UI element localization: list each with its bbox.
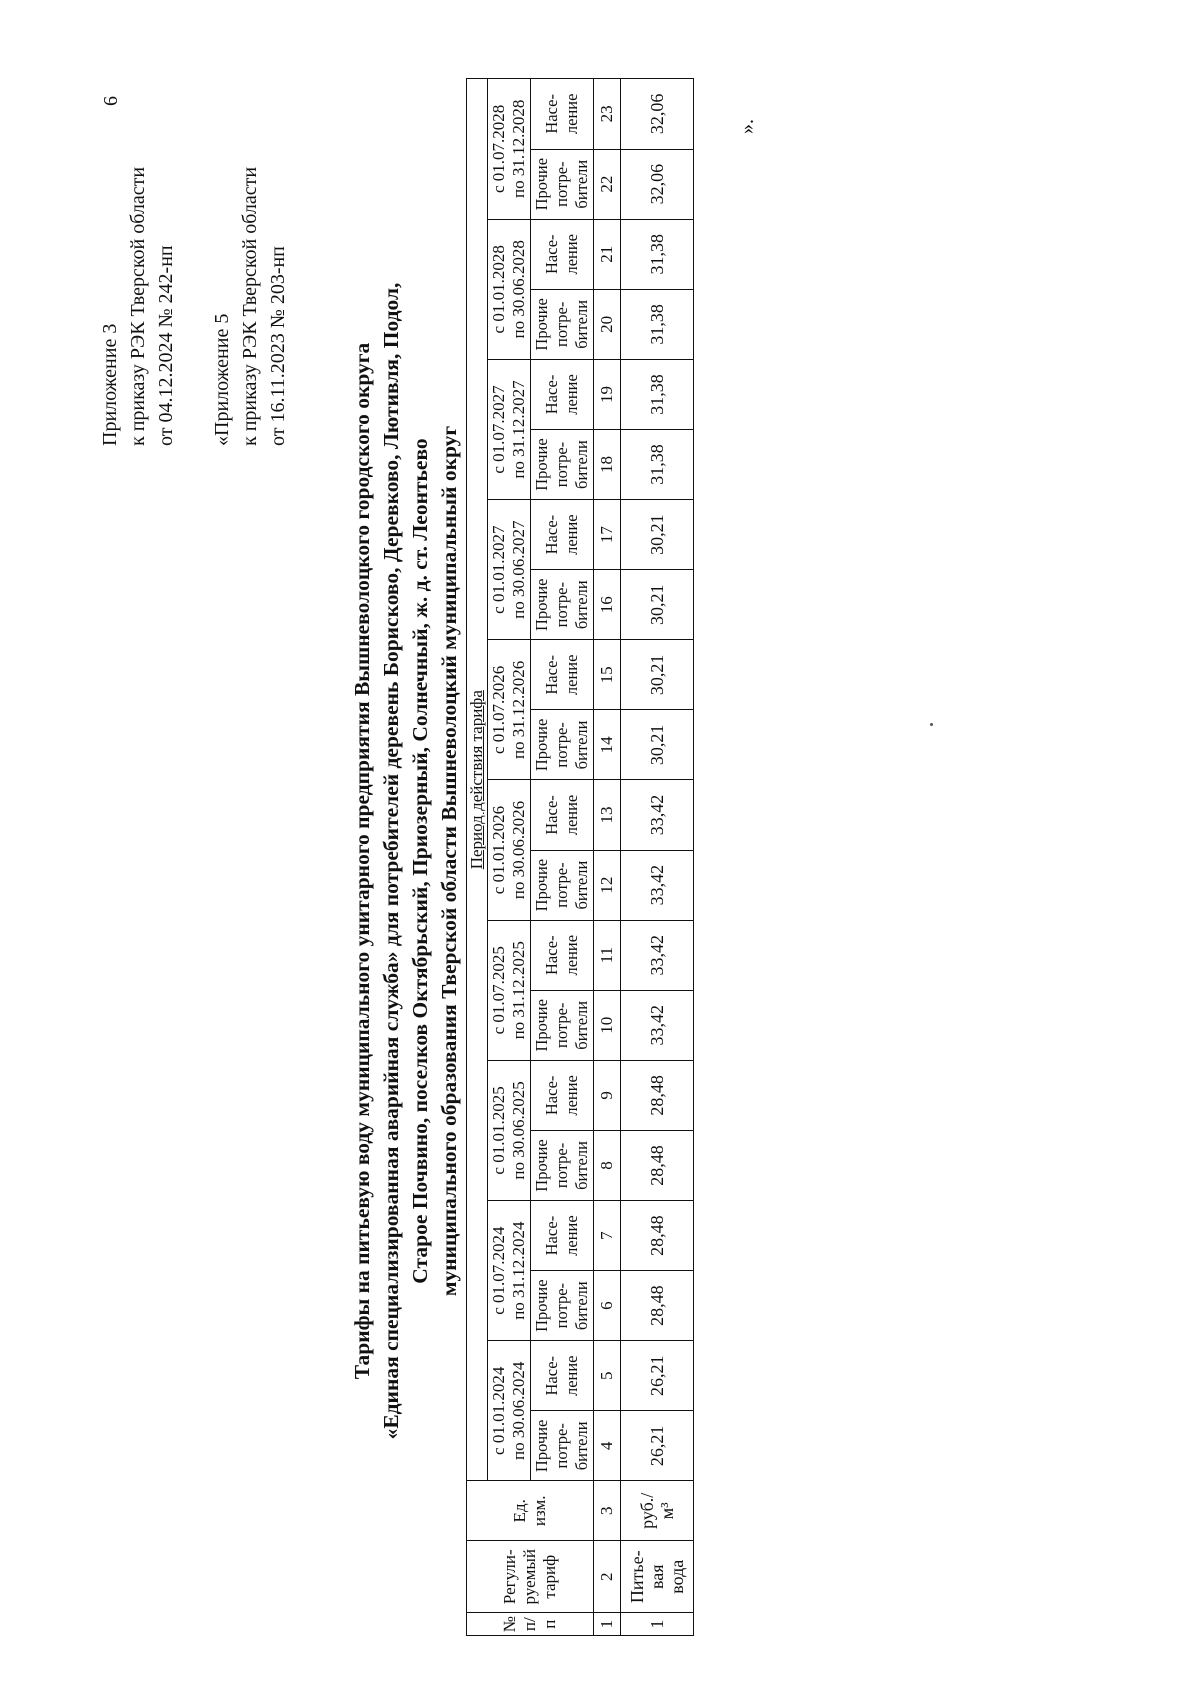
period-header: с 01.01.2027 по 30.06.2027: [488, 500, 531, 640]
subheader-other-consumers: Прочие потре- бители: [531, 710, 594, 780]
tariff-value-cell: 28,48: [621, 1130, 694, 1200]
appendix-previous: [208, 167, 292, 446]
scan-speck: [930, 723, 933, 726]
row-number: 1: [621, 1613, 694, 1636]
tariff-value-cell: 31,38: [621, 219, 694, 289]
tariff-value-cell: 32,06: [621, 149, 694, 219]
title-line4: муниципального образования Тверской области Вышневолоцкий муниципальный округ: [437, 425, 461, 1297]
table-row: [621, 79, 694, 1636]
period-label: Период действия тарифа: [467, 690, 486, 870]
title-line3: Старое Почвино, поселков Октябрьский, Приозерный, Солнечный, ж. д. ст. Леонтьево: [408, 438, 432, 1284]
period-header: с 01.01.2025 по 30.06.2025: [488, 1060, 531, 1200]
subheader-population: Насе- ление: [531, 1060, 594, 1130]
column-index-cell: 1: [594, 1613, 621, 1636]
period-header: с 01.01.2026 по 30.06.2026: [488, 780, 531, 920]
subheader-other-consumers: Прочие потре- бители: [531, 149, 594, 219]
tariff-value-cell: 31,38: [621, 289, 694, 359]
appendix-previous-line1: «Приложение 5: [211, 313, 233, 446]
subheader-other-consumers: Прочие потре- бители: [531, 570, 594, 640]
tariff-value-cell: 26,21: [621, 1341, 694, 1411]
subheader-population: Насе- ление: [531, 1201, 594, 1271]
appendix-current-line2: к приказу РЭК Тверской области: [127, 166, 149, 446]
period-header: с 01.07.2026 по 31.12.2026: [488, 640, 531, 780]
column-index-cell: 10: [594, 990, 621, 1060]
appendix-previous-line2: к приказу РЭК Тверской области: [239, 166, 261, 446]
tariff-value-cell: 33,42: [621, 850, 694, 920]
subheader-other-consumers: Прочие потре- бители: [531, 1411, 594, 1481]
table-body: [467, 79, 694, 1636]
column-index-cell: 8: [594, 1130, 621, 1200]
column-index-row: [594, 79, 621, 1636]
column-index-cell: 2: [594, 1541, 621, 1613]
subheader-other-consumers: Прочие потре- бители: [531, 429, 594, 499]
period-header: с 01.07.2027 по 31.12.2027: [488, 359, 531, 499]
tariff-value-cell: 31,38: [621, 429, 694, 499]
tariff-value-cell: 30,21: [621, 570, 694, 640]
period-header: с 01.07.2028 по 31.12.2028: [488, 79, 531, 220]
header-unit: Ед. изм.: [467, 1481, 594, 1541]
column-index-cell: 18: [594, 429, 621, 499]
subheader-population: Насе- ление: [531, 1341, 594, 1411]
column-index-cell: 20: [594, 289, 621, 359]
period-header: с 01.01.2028 по 30.06.2028: [488, 219, 531, 359]
tariff-value-cell: 33,42: [621, 780, 694, 850]
tariff-value-cell: 33,42: [621, 990, 694, 1060]
tariff-value-cell: 30,21: [621, 710, 694, 780]
column-index-cell: 16: [594, 570, 621, 640]
tariff-value-cell: 32,06: [621, 79, 694, 150]
tariff-value-cell: 30,21: [621, 500, 694, 570]
tariff-value-cell: 28,48: [621, 1271, 694, 1341]
row-unit: руб./ м³: [621, 1481, 694, 1541]
closing-quote: ».: [736, 119, 758, 134]
subheader-other-consumers: Прочие потре- бители: [531, 1271, 594, 1341]
tariff-value-cell: 33,42: [621, 920, 694, 990]
subheader-population: Насе- ление: [531, 79, 594, 150]
column-index-cell: 21: [594, 219, 621, 289]
appendix-current-line3: от 04.12.2024 № 242-нп: [155, 245, 177, 446]
subheader-population: Насе- ление: [531, 219, 594, 289]
tariff-value-cell: 28,48: [621, 1060, 694, 1130]
subheader-population: Насе- ление: [531, 359, 594, 429]
column-index-cell: 13: [594, 780, 621, 850]
page-number: 6: [100, 96, 122, 106]
subheader-other-consumers: Прочие потре- бители: [531, 990, 594, 1060]
header-row-periods: [488, 79, 531, 1636]
subheader-other-consumers: Прочие потре- бители: [531, 289, 594, 359]
appendix-current: [96, 167, 180, 446]
subheader-population: Насе- ление: [531, 780, 594, 850]
subheader-other-consumers: Прочие потре- бители: [531, 850, 594, 920]
appendix-current-line1: Приложение 3: [99, 323, 121, 446]
row-tariff: Питье- вая вода: [621, 1541, 694, 1613]
period-header: с 01.01.2024 по 30.06.2024: [488, 1341, 531, 1481]
header-tariff: Регули- руемый тариф: [467, 1541, 594, 1613]
column-index-cell: 6: [594, 1271, 621, 1341]
subheader-population: Насе- ление: [531, 500, 594, 570]
column-index-cell: 11: [594, 920, 621, 990]
column-index-cell: 22: [594, 149, 621, 219]
column-index-cell: 5: [594, 1341, 621, 1411]
period-header: с 01.07.2024 по 31.12.2024: [488, 1201, 531, 1341]
appendix-previous-line3: от 16.11.2023 № 203-нп: [267, 246, 289, 446]
header-no: № п/ п: [467, 1613, 594, 1636]
tariff-value-cell: 28,48: [621, 1201, 694, 1271]
column-index-cell: 14: [594, 710, 621, 780]
column-index-cell: 7: [594, 1201, 621, 1271]
column-index-cell: 4: [594, 1411, 621, 1481]
subheader-other-consumers: Прочие потре- бители: [531, 1130, 594, 1200]
tariff-value-cell: 31,38: [621, 359, 694, 429]
document-title: [348, 106, 464, 1616]
header-period: [467, 79, 488, 1481]
header-row-1: [467, 79, 488, 1636]
column-index-cell: 19: [594, 359, 621, 429]
subheader-population: Насе- ление: [531, 640, 594, 710]
title-line1: Тарифы на питьевую воду муниципального унитарного предприятия Вышневолоцкого городского округа: [350, 342, 374, 1380]
tariff-table: [466, 78, 694, 1636]
header-row-subheaders: [531, 79, 594, 1636]
tariff-value-cell: 26,21: [621, 1411, 694, 1481]
column-index-cell: 12: [594, 850, 621, 920]
title-line2: «Единая специализированная аварийная служба» для потребителей деревень Борисково, Деревково, Лютивля, Подол,: [379, 282, 403, 1440]
period-header: с 01.07.2025 по 31.12.2025: [488, 920, 531, 1060]
column-index-cell: 17: [594, 500, 621, 570]
column-index-cell: 3: [594, 1481, 621, 1541]
tariff-value-cell: 30,21: [621, 640, 694, 710]
column-index-cell: 23: [594, 79, 621, 150]
subheader-population: Насе- ление: [531, 920, 594, 990]
column-index-cell: 15: [594, 640, 621, 710]
column-index-cell: 9: [594, 1060, 621, 1130]
